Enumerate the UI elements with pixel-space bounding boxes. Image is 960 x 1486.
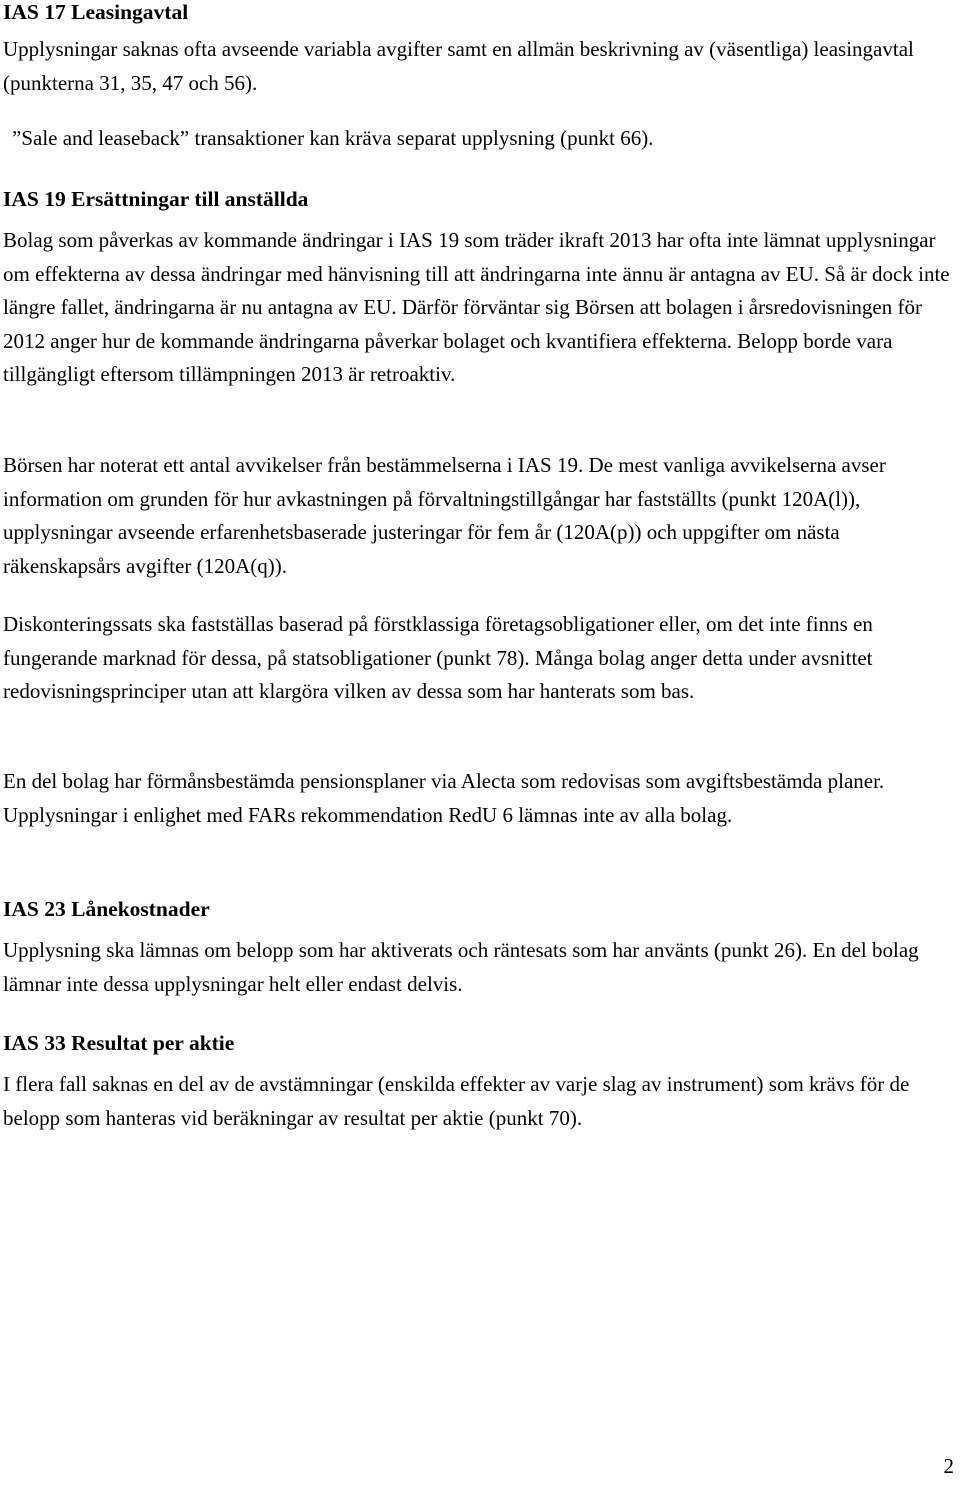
ias17-paragraph-2: ”Sale and leaseback” transaktioner kan kräva separat upplysning (punkt 66). [12,126,654,150]
ias19-paragraph-1: Bolag som påverkas av kommande ändringar i IAS 19 som träder ikraft 2013 har ofta inte lämnat upplysningar om effekterna av dessa ändringar med hänvisning till att ändringarna inte ännu är antagna av EU. Så är dock inte längre fallet, ändringarna är nu antagna av EU. Därför förväntar sig Börsen att bolagen i årsredovisningen för 2012 anger hur de kommande ändringarna påverkar bolaget och kvantifiera effekterna. Belopp borde vara tillgängligt eftersom tillämpningen 2013 är retroaktiv. [3,228,950,386]
page-number: 2 [943,1454,954,1478]
ias19-paragraph-4: En del bolag har förmånsbestämda pensionsplaner via Alecta som redovisas som avgiftsbestämda planer. Upplysningar i enlighet med FARs rekommendation RedU 6 lämnas inte av alla bolag. [3,769,885,827]
ias19-paragraph-2: Börsen har noterat ett antal avvikelser från bestämmelserna i IAS 19. De mest vanliga avvikelserna avser information om grunden för hur avkastningen på förvaltningstillgångar har fastställts (punkt 120A(l)), upplysningar avseende erfarenhetsbaserade justeringar för fem år (120A(p)) och uppgifter om nästa räkenskapsårs avgifter (120A(q)). [3,453,886,578]
ias19-paragraph-3: Diskonteringssats ska fastställas baserad på förstklassiga företagsobligationer eller, om det inte finns en fungerande marknad för dessa, på statsobligationer (punkt 78). Många bolag anger detta under avsnittet redovisningsprinciper utan att klargöra vilken av dessa som har hanterats som bas. [3,612,873,703]
ias33-paragraph-1: I flera fall saknas en del av de avstämningar (enskilda effekter av varje slag av instrument) som krävs för de belopp som hanteras vid beräkningar av resultat per aktie (punkt 70). [3,1072,910,1130]
ias23-paragraph-1: Upplysning ska lämnas om belopp som har aktiverats och räntesats som har använts (punkt 26). En del bolag lämnar inte dessa upplysningar helt eller endast delvis. [3,938,919,996]
section-heading-ias33: IAS 33 Resultat per aktie [3,1031,235,1055]
ias17-paragraph-1: Upplysningar saknas ofta avseende variabla avgifter samt en allmän beskrivning av (väsentliga) leasingavtal (punkterna 31, 35, 47 och 56). [3,37,914,95]
section-heading-ias23: IAS 23 Lånekostnader [3,897,210,921]
section-heading-ias17: IAS 17 Leasingavtal [3,0,189,24]
section-heading-ias19: IAS 19 Ersättningar till anställda [3,187,309,211]
